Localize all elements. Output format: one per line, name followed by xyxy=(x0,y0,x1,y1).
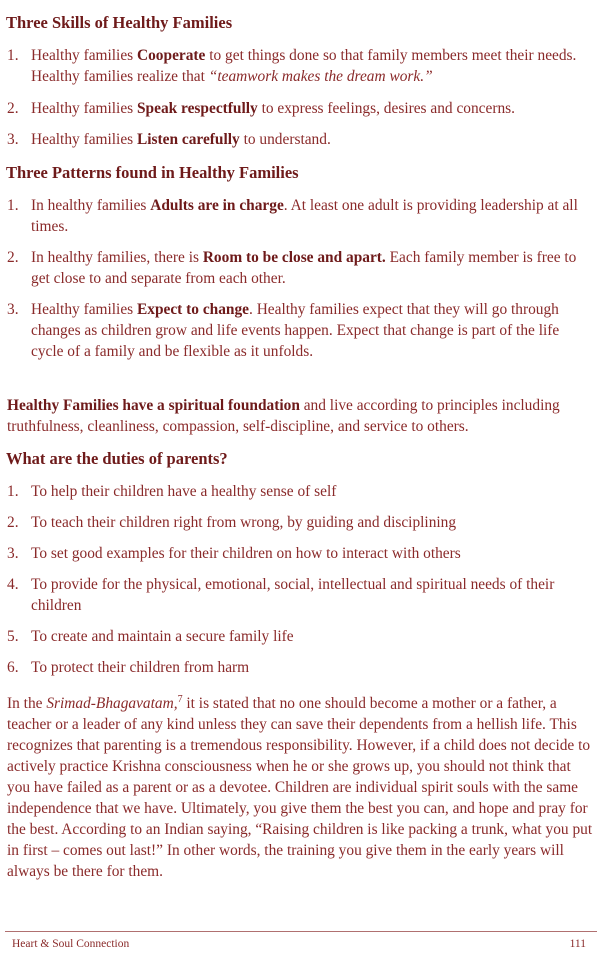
patterns-item-3 xyxy=(7,299,592,362)
item-text: . Healthy families expect that they will go through changes as children grow and life events happen. Expect that change is part of the life cycle of a family and be flexible as it unfolds. xyxy=(31,301,560,360)
duties-item-4 xyxy=(7,574,592,616)
patterns-heading: Three Patterns found in Healthy Families xyxy=(6,163,299,182)
item-text: Healthy families xyxy=(31,131,137,148)
skills-item-2 xyxy=(7,98,592,119)
item-text: To help their children have a healthy sense of self xyxy=(31,483,337,500)
footnote-marker[interactable]: 7 xyxy=(177,694,183,705)
patterns-item-2 xyxy=(7,247,592,289)
item-bold-term: Expect to change xyxy=(137,301,249,318)
skills-item-1 xyxy=(7,45,592,87)
item-text: to get things done so that family members meet their needs. Healthy families realize that xyxy=(31,47,577,85)
item-bold-term: Cooperate xyxy=(137,47,206,64)
item-text: To provide for the physical, emotional, social, intellectual and spiritual needs of their children xyxy=(31,576,555,614)
duties-heading: What are the duties of parents? xyxy=(6,449,228,468)
duties-item-5 xyxy=(7,626,592,647)
item-text: to express feelings, desires and concerns. xyxy=(257,100,516,117)
paragraph-text: it is stated that no one should become a mother or a father, a teacher or a leader of any kind unless they can save their dependents from a hellish life. This recognizes that parenting is a tremendous responsibility. However, if a child does not decide to actively practice Krishna consciousness when he or she grows up, you should not think that you have failed as a parent or as a devotee. Children are individual spirit souls with the same independence that we have. Ultimately, you give them the best you can, and hope and pray for the best. According to an Indian saying, “Raising children is like packing a trunk, what you put in first – comes out last!” In other words, the training you give them in the early years will always be there for them. xyxy=(7,695,593,881)
item-text: to understand. xyxy=(239,131,331,148)
page-number: 111 xyxy=(569,938,586,950)
paragraph-text: and live according to principles including truthfulness, cleanliness, compassion, self-discipline, and service to others. xyxy=(7,397,560,435)
item-number: 3. xyxy=(7,301,19,318)
item-text: Healthy families xyxy=(31,100,137,117)
item-quote: “teamwork makes the dream work.” xyxy=(208,68,433,85)
item-number: 3. xyxy=(7,545,19,562)
item-number: 1. xyxy=(7,197,19,214)
closing-paragraph xyxy=(7,689,595,882)
duties-item-1 xyxy=(7,481,592,502)
footer-divider xyxy=(5,931,597,932)
item-number: 4. xyxy=(7,576,19,593)
running-footer-title: Heart & Soul Connection xyxy=(12,938,130,950)
duties-item-2 xyxy=(7,512,592,533)
duties-item-3 xyxy=(7,543,592,564)
spiritual-paragraph xyxy=(7,395,595,437)
skills-item-3 xyxy=(7,129,592,150)
item-bold-term: Room to be close and apart. xyxy=(202,249,386,266)
paragraph-text: In the xyxy=(7,695,47,713)
skills-heading: Three Skills of Healthy Families xyxy=(6,13,233,32)
item-bold-term: Listen carefully xyxy=(137,131,240,148)
item-text: To set good examples for their children on how to interact with others xyxy=(31,545,461,562)
item-number: 1. xyxy=(7,47,19,64)
item-number: 2. xyxy=(7,249,19,266)
patterns-item-1 xyxy=(7,195,592,237)
item-text: Healthy families xyxy=(31,301,137,318)
item-number: 6. xyxy=(7,659,19,676)
duties-item-6 xyxy=(7,657,592,678)
item-number: 2. xyxy=(7,100,19,117)
item-text: In healthy families, there is xyxy=(31,249,203,266)
item-text: To create and maintain a secure family life xyxy=(31,628,294,645)
paragraph-bold-term: Healthy Families have a spiritual foundation xyxy=(7,397,300,414)
item-text: Each family member is free to get close to and separate from each other. xyxy=(31,249,577,287)
item-text: In healthy families xyxy=(31,197,151,214)
item-number: 2. xyxy=(7,514,19,531)
item-text: To teach their children right from wrong, by guiding and disciplining xyxy=(31,514,457,531)
item-number: 3. xyxy=(7,131,19,148)
item-text: Healthy families xyxy=(31,47,137,64)
item-number: 1. xyxy=(7,483,19,500)
item-bold-term: Speak respectfully xyxy=(137,100,258,117)
item-number: 5. xyxy=(7,628,19,645)
item-text: To protect their children from harm xyxy=(31,659,250,676)
source-title: Srimad-Bhagavatam, xyxy=(46,695,178,713)
item-bold-term: Adults are in charge xyxy=(150,197,284,214)
item-text: . At least one adult is providing leadership at all times. xyxy=(31,197,578,235)
